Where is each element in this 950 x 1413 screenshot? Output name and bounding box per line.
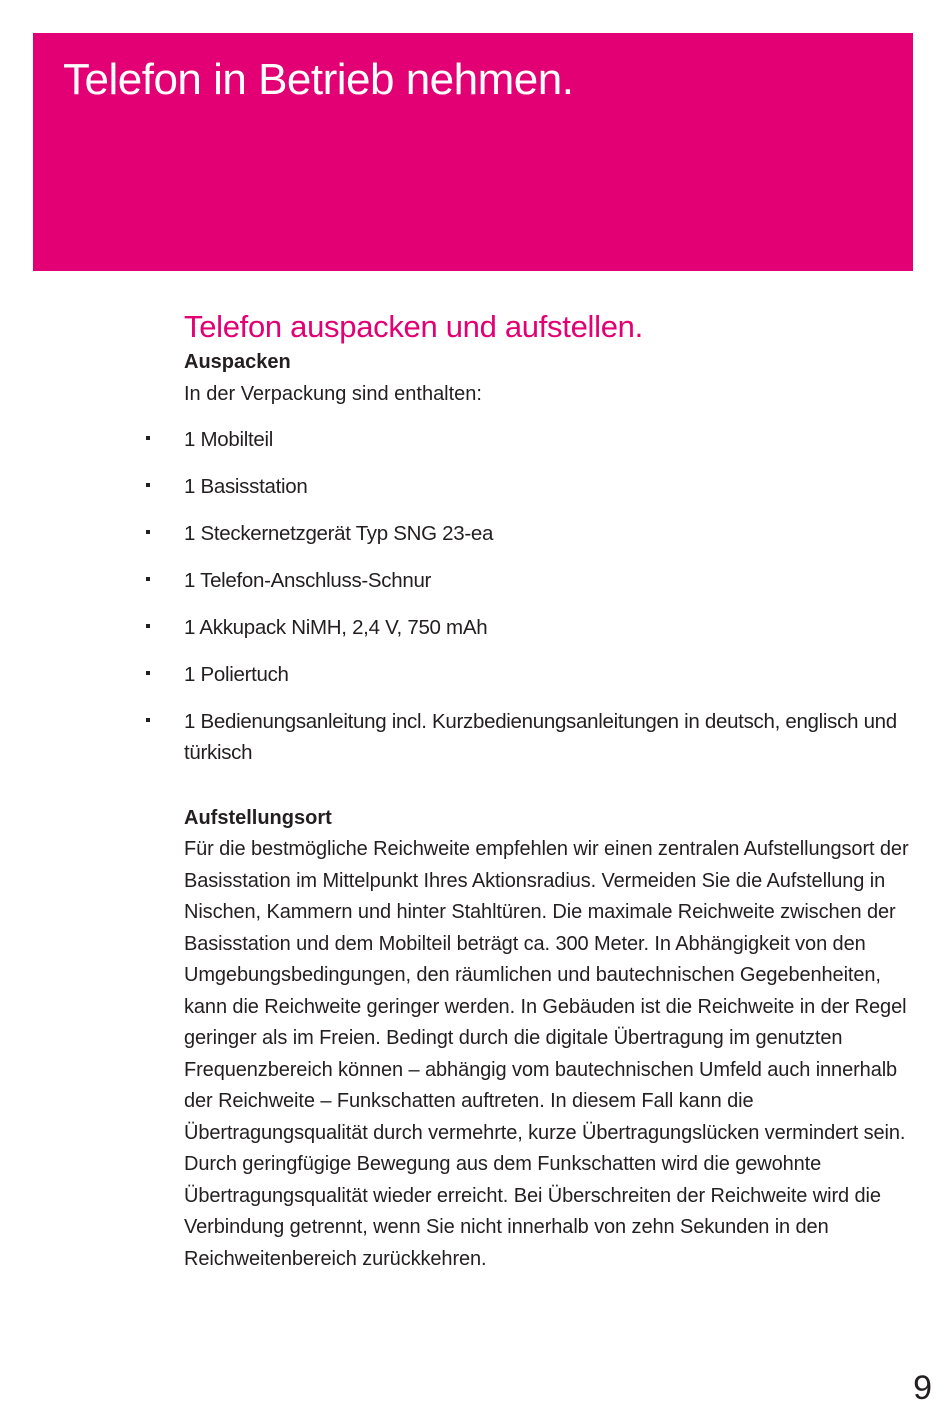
list-item [184, 518, 914, 549]
bullet-icon [146, 718, 150, 722]
location-paragraph: Für die bestmögliche Reichweite empfehlen wir einen zentralen Aufstellungsort der Basisstation im Mittelpunkt Ihres Aktionsradius. Vermeiden Sie die Aufstellung in Nischen, Kammern und hinter Stahltüren. Die maximale Reichweite zwischen der Basisstation und dem Mobilteil beträgt ca. 300 Meter. In Abhängigkeit von den Umgebungsbedingungen, den räumlichen und bautechnischen Gegebenheiten, kann die Reichweite geringer werden. In Gebäuden ist die Reichweite in der Regel geringer als im Freien. Bedingt durch die digitale Übertragung im genutzten Frequenzbereich können – abhängig vom bautechnischen Umfeld auch innerhalb der Reichweite – Funkschatten auftreten. In diesem Fall kann die Übertragungsqualität durch vermehrte, kurze Übertragungslücken vermindert sein. Durch geringfügige Bewegung aus dem Funkschatten wird die gewohnte Übertragungsqualität wieder erreicht. Bei Überschreiten der Reichweite wird die Verbindung getrennt, wenn Sie nicht innerhalb von zehn Sekunden in den Reichweitenbereich zurückkehren. [184, 838, 909, 1270]
bullet-icon [146, 530, 150, 534]
bullet-icon [146, 624, 150, 628]
list-item-text: 1 Bedienungsanleitung incl. Kurzbedienungsanleitungen in deutsch, englisch und türkisch [184, 710, 897, 764]
main-content [184, 308, 914, 1275]
list-item [184, 565, 914, 596]
bullet-icon [146, 671, 150, 675]
list-item-text: 1 Akkupack NiMH, 2,4 V, 750 mAh [184, 616, 488, 639]
page-number: 9 [913, 1369, 932, 1407]
package-contents-list [184, 424, 914, 768]
bullet-icon [146, 436, 150, 440]
bullet-icon [146, 577, 150, 581]
unpacking-intro: In der Verpackung sind enthalten: [184, 383, 482, 405]
list-item-text: 1 Basisstation [184, 475, 308, 498]
list-item-text: 1 Mobilteil [184, 428, 273, 451]
list-item-text: 1 Steckernetzgerät Typ SNG 23-ea [184, 522, 494, 545]
list-item-text: 1 Telefon-Anschluss-Schnur [184, 569, 432, 592]
page-title: Telefon in Betrieb nehmen. [63, 55, 574, 104]
list-item [184, 612, 914, 643]
list-item-text: 1 Poliertuch [184, 663, 289, 686]
unpacking-heading: Auspacken [184, 351, 291, 373]
list-item [184, 424, 914, 455]
section-title: Telefon auspacken und aufstellen. [184, 309, 643, 344]
list-item [184, 706, 914, 768]
list-item [184, 659, 914, 690]
header-banner [33, 33, 913, 271]
location-heading: Aufstellungsort [184, 807, 332, 829]
bullet-icon [146, 483, 150, 487]
list-item [184, 471, 914, 502]
